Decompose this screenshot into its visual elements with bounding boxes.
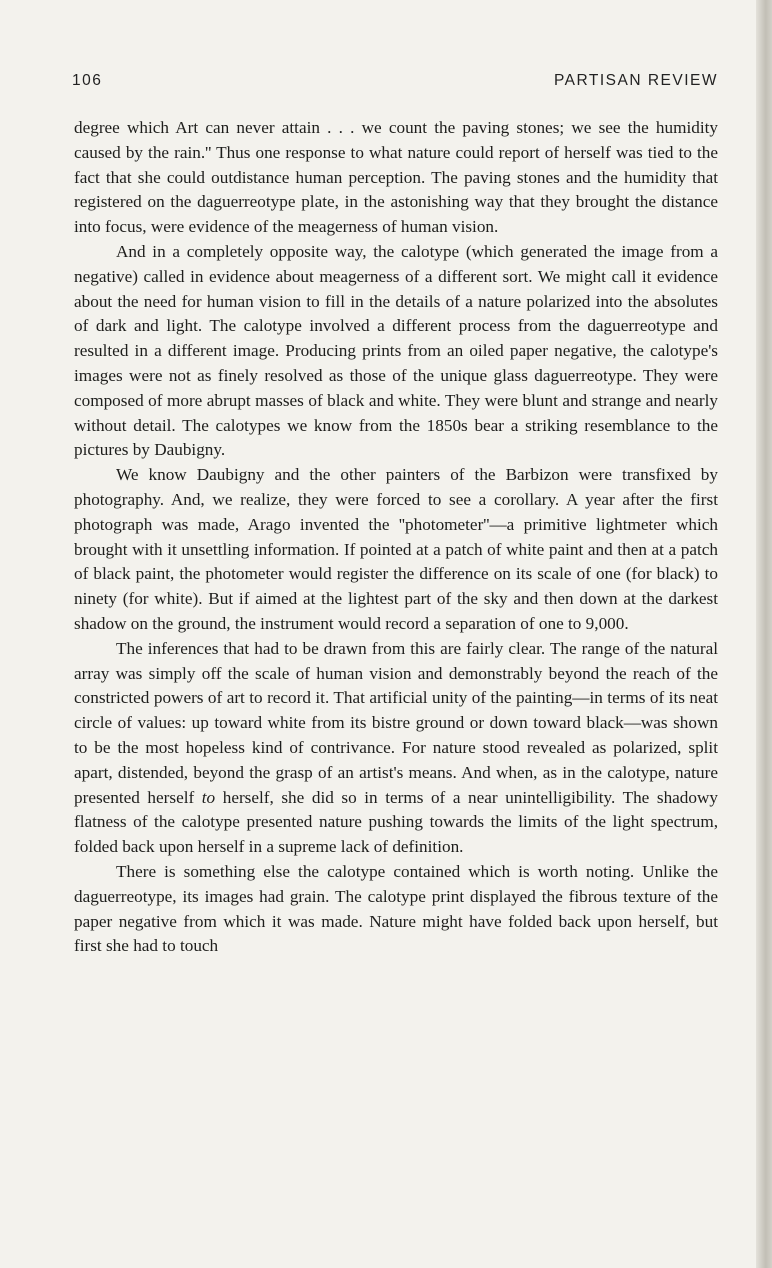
page-number: 106 xyxy=(72,72,103,89)
italic-emphasis: to xyxy=(201,787,216,807)
paragraph-text: And in a completely opposite way, the calotype (which generated the image from a negative) called in evidence about meagerness of a different sort. We might call it evidence about the need for human vision to fill in the details of a nature polarized into the absolutes of dark and light. The calotype involved a different process from the daguerreotype and resulted in a different image. Producing prints from an oiled paper negative, the calotype's images were not as finely resolved as those of the unique glass daguerreotype. They were composed of more abrupt masses of black and white. They were blunt and strange and nearly without detail. The calotypes we know from the 1850s bear a striking resemblance to the pictures by Daubigny. xyxy=(74,241,718,460)
paragraph-1 xyxy=(74,116,718,240)
page-edge-shadow xyxy=(756,0,772,1268)
paragraph-text: degree which Art can never attain . . . we count the paving stones; we see the humidity caused by the rain.'' Thus one response to what nature could report of herself was tied to the fact that she could outdistance human perception. The paving stones and the humidity that registered on the daguerreotype plate, in the astonishing way that they brought the distance into focus, were evidence of the meagerness of human vision. xyxy=(74,118,718,237)
running-head xyxy=(72,72,718,94)
body-text xyxy=(74,116,718,959)
paragraph-text: The inferences that had to be drawn from this are fairly clear. The range of the natural array was simply off the scale of human vision and demonstrably beyond the reach of the constricted powers of art to record it. That artificial unity of the painting—in terms of its neat circle of values: up toward white from its bistre ground or down toward black—was shown to be the most hopeless kind of contrivance. For nature stood revealed as polarized, split apart, distended, beyond the grasp of an artist's means. And when, as in the calotype, nature presented herself xyxy=(74,638,718,807)
journal-title: PARTISAN REVIEW xyxy=(553,72,718,89)
paragraph-3 xyxy=(74,463,718,637)
paragraph-text: We know Daubigny and the other painters of the Barbizon were transfixed by photography. And, we realize, they were forced to see a corollary. A year after the first photograph was made, Arago invented the ''photometer''—a primitive lightmeter which brought with it unsettling information. If pointed at a patch of white paint and then at a patch of black paint, the photometer would register the difference on its scale of one (for black) to ninety (for white). But if aimed at the lightest part of the sky and then down at the darkest shadow on the ground, the instrument would record a separation of one to 9,000. xyxy=(74,465,718,633)
paragraph-4 xyxy=(74,637,718,860)
paragraph-text: There is something else the calotype contained which is worth noting. Unlike the daguerreotype, its images had grain. The calotype print displayed the fibrous texture of the paper negative from which it was made. Nature might have folded back upon herself, but first she had to touch xyxy=(74,861,718,956)
paragraph-5 xyxy=(74,860,718,959)
paragraph-2 xyxy=(74,240,718,463)
paragraph-text-continued: herself, she did so in terms of a near unintelligibility. The shadowy flatness of the calotype presented nature pushing towards the limits of the light spectrum, folded back upon herself in a supreme lack of definition. xyxy=(74,787,718,857)
